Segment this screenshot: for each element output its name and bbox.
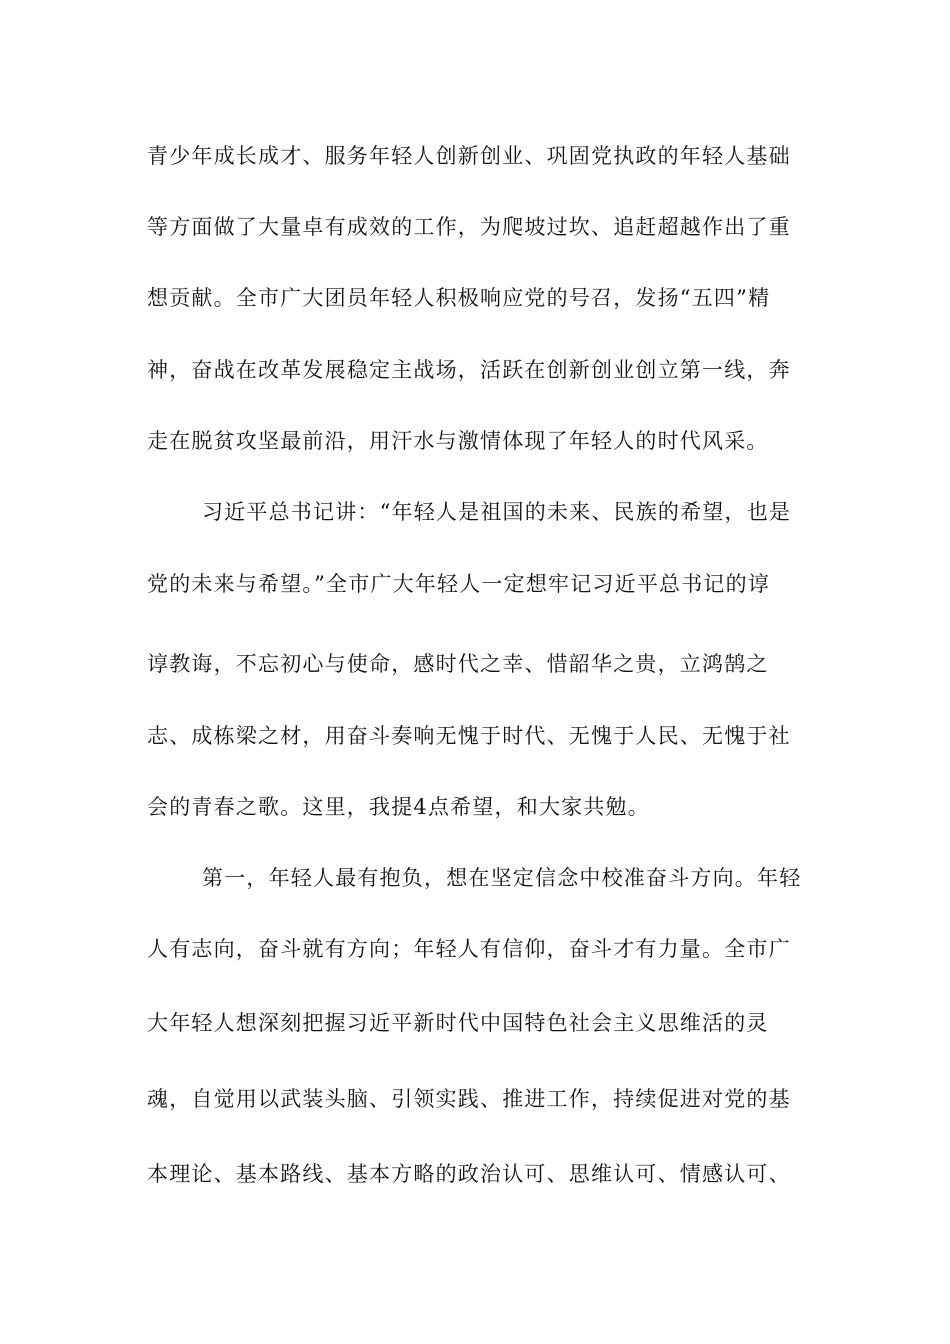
text-line: 谆教诲，不忘初心与使命，感时代之幸、惜韶华之贵，立鸿鹄之 [147,652,769,676]
text-line: 会的青春之歌。这里，我提4点希望，和大家共勉。 [147,795,650,819]
text-line: 想贡献。全市广大团员年轻人积极响应党的号召，发扬“五四”精 [147,286,771,310]
text-line: 本理论、基本路线、基本方略的政治认可、思维认可、情感认可、 [147,1162,791,1186]
text-line: 等方面做了大量卓有成效的工作，为爬坡过坎、追赶超越作出了重 [147,215,791,239]
text-line: 魂，自觉用以武装头脑、引领实践、推进工作，持续促进对党的基 [147,1087,791,1111]
text-line: 大年轻人想深刻把握习近平新时代中国特色社会主义思维活的灵 [147,1011,769,1035]
text-line: 走在脱贫攻坚最前沿，用汗水与激情体现了年轻人的时代风采。 [147,429,769,453]
text-line: 志、成栋梁之材，用奋斗奏响无愧于时代、无愧于人民、无愧于社 [147,724,791,748]
paragraph-first-line: 第一，年轻人最有抱负，想在坚定信念中校准奋斗方向。年轻 [202,866,802,890]
paragraph-first-line: 习近平总书记讲：“年轻人是祖国的未来、民族的希望，也是 [202,500,792,524]
text-line: 青少年成长成才、服务年轻人创新创业、巩固党执政的年轻人基础 [147,144,791,168]
text-line: 神，奋战在改革发展稳定主战场，活跃在创新创业创立第一线，奔 [147,358,791,382]
text-line: 党的未来与希望。”全市广大年轻人一定想牢记习近平总书记的谆 [147,572,771,596]
text-line: 人有志向，奋斗就有方向；年轻人有信仰，奋斗才有力量。全市广 [147,937,791,961]
